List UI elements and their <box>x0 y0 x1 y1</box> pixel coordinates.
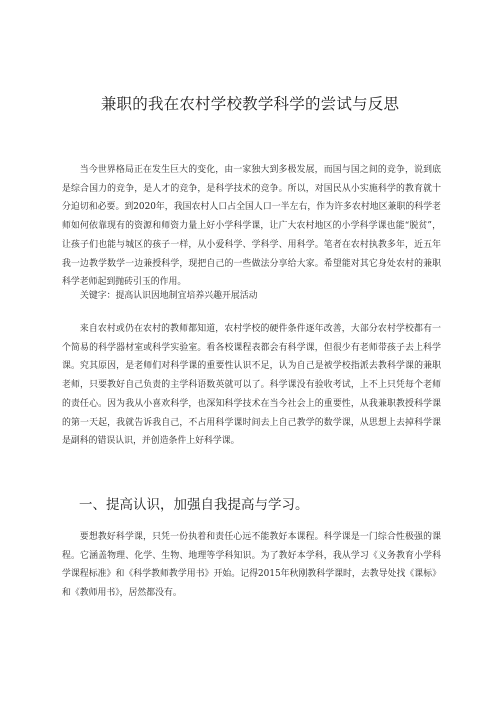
section-1-heading: 一、提高认识，加强自我提高与学习。 <box>79 497 309 513</box>
body-paragraph-1: 来自农村或仍在农村的教师都知道，农村学校的硬件条件逐年改善，大部分农村学校都有一个简易的科学器材室或科学实验室。看各校课程表都会有科学课，但很少有老师带孩子去上科学课。究其原因，是老师们对科学课的重要性认识不足，认为自己是被学校指派去教科学课的兼职老师，只要教好自己负责的主学科语数英就可以了。科学课没有验收考试，上不上只凭每个老师的责任心。因为我从小喜欢科学，也深知科学技术在当今社会上的重要性，从我兼职教授科学课的第一天起，我就告诉我自己，不占用科学课时间去上自己教学的数学课，从思想上去掉科学课是副科的错误认识，并创造条件上好科学课。 <box>62 324 441 447</box>
keywords-line: 关键字：提高认识因地制宜培养兴趣开展活动 <box>80 291 258 301</box>
document-title: 兼职的我在农村学校教学科学的尝试与反思 <box>100 95 400 113</box>
body-paragraph-1-block <box>62 320 441 451</box>
intro-paragraph-block <box>62 161 441 292</box>
intro-paragraph: 当今世界格局正在发生巨大的变化，由一家独大到多极发展，而国与国之间的竞争，说到底是综合国力的竞争，是人才的竞争，是科学技术的竞争。所以，对国民从小实施科学的教育就十分迫切和必要。到2020年，我国农村人口占全国人口一半左右，作为许多农村地区兼职的科学老师如何依靠现有的资源和师资力量上好小学科学课，让广大农村地区的小学科学课也能“脱贫”，让孩子们也能与城区的孩子一样，从小爱科学、学科学、用科学。笔者在农村执教多年，近五年我一边教学数学一边兼授科学，现把自己的一些做法分享给大家。希望能对其它身处农村的兼职科学老师起到抛砖引玉的作用。 <box>62 165 441 288</box>
body-paragraph-2-block <box>62 528 441 603</box>
body-paragraph-2: 要想教好科学课，只凭一份执着和责任心远不能教好本课程。科学课是一门综合性极强的课程。它涵盖物理、化学、生物、地理等学科知识。为了教好本学科，我从学习《义务教育小学科学课程标准》和《科学教师教学用书》开始。记得2015年秋刚教科学课时，去教导处找《课标》和《教师用书》，居然都没有。 <box>62 532 441 599</box>
